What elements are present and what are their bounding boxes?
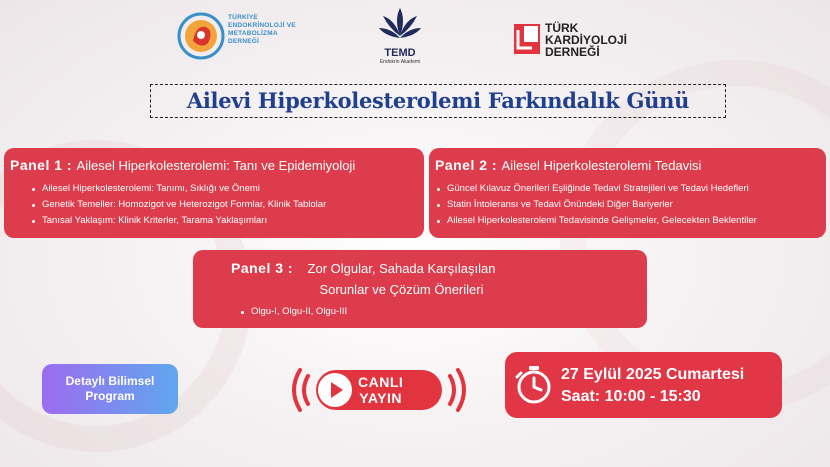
- heart-logo-icon: [512, 22, 542, 56]
- clock-icon: [513, 363, 555, 407]
- scientific-program-button[interactable]: [42, 364, 178, 414]
- play-icon: [318, 373, 352, 407]
- panel-3: [193, 250, 647, 328]
- temd-name: TEMD: [384, 47, 416, 59]
- live-line1: CANLI: [358, 374, 404, 390]
- tkd-logo: [512, 21, 628, 61]
- panel-1-number: Panel 1 :: [10, 157, 73, 173]
- live-broadcast-badge[interactable]: [292, 366, 468, 414]
- event-time: Saat: 10:00 - 15:30: [561, 388, 701, 405]
- tdmb-name: TÜRKİYE ENDOKRİNOLOJİ VE METABOLİZMA DERNEĞİ: [228, 14, 296, 45]
- panel-3-title-line2: Sorunlar ve Çözüm Önerileri: [319, 282, 484, 297]
- panel-1-title: Ailesel Hiperkolesterolemi: Tanı ve Epidemiyoloji: [76, 158, 356, 173]
- list-item: Olgu-I, Olgu-II, Olgu-III: [239, 304, 635, 320]
- panel-3-title-line1: Zor Olgular, Sahada Karşılaşılan: [307, 261, 496, 276]
- list-item: Statin İntoleransı ve Tedavi Önündeki Diğer Bariyerler: [435, 197, 820, 213]
- lotus-icon: [377, 6, 423, 44]
- panel-1: [4, 148, 424, 238]
- event-date-box: [505, 352, 782, 418]
- program-button-line1: Detaylı Bilimsel: [65, 374, 155, 388]
- list-item: Genetik Temeller: Homozigot ve Heterozigot Formlar, Klinik Tablolar: [30, 197, 418, 213]
- page-title: Ailevi Hiperkolesterolemi Farkındalık Günü: [186, 88, 690, 113]
- list-item: Ailesel Hiperkolesterolemi: Tanımı, Sıklığı ve Önemi: [30, 181, 418, 197]
- list-item: Tanısal Yaklaşım: Klinik Kriterler, Tarama Yaklaşımları: [30, 213, 418, 229]
- event-date: 27 Eylül 2025 Cumartesi: [561, 366, 745, 383]
- list-item: Ailesel Hiperkolesterolemi Tedavisinde Gelişmeler, Gelecekten Beklentiler: [435, 213, 820, 229]
- live-line2: YAYIN: [359, 390, 402, 406]
- panel-2-title: Ailesel Hiperkolesterolemi Tedavisi: [501, 158, 702, 173]
- live-pill: [316, 370, 442, 410]
- tdmb-logo: [176, 11, 296, 66]
- panel-3-number: Panel 3 :: [231, 260, 294, 276]
- temd-logo: [370, 6, 430, 65]
- list-item: Güncel Kılavuz Önerileri Eşliğinde Tedavi Stratejileri ve Tedavi Hedefleri: [435, 181, 820, 197]
- program-button-line2: Program: [85, 389, 135, 403]
- tdmb-emblem-icon: [176, 11, 226, 61]
- temd-subtitle: Endokrin Akademi: [379, 59, 421, 65]
- panel-2: [429, 148, 826, 238]
- title-box: [150, 84, 726, 118]
- tkd-name: TÜRK KARDİYOLOJİ DERNEĞİ: [545, 21, 628, 59]
- panel-2-number: Panel 2 :: [435, 157, 498, 173]
